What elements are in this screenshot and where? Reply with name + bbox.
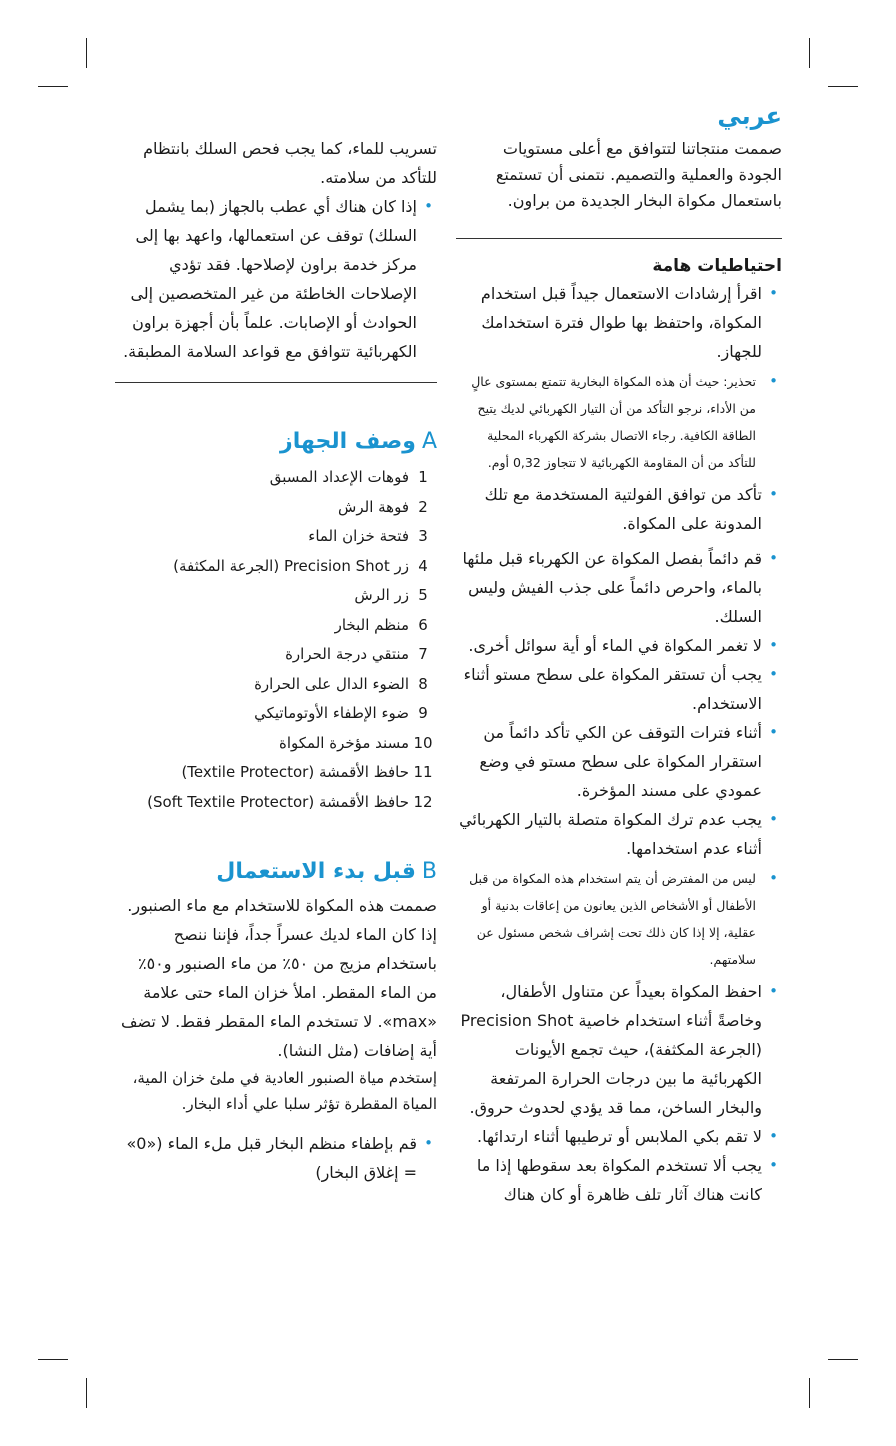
list-item: • لا تقم بكي الملابس أو ترطيبها أثناء ارتدائها. xyxy=(456,1122,782,1151)
list-item: • لا تغمر المكواة في الماء أو أية سوائل أخرى. xyxy=(456,631,782,660)
precautions-list xyxy=(456,279,782,1209)
crop-mark-bottom-right-v xyxy=(809,1378,810,1408)
list-item: 10مسند مؤخرة المكواة xyxy=(278,733,433,752)
list-item: • تأكد من توافق الفولتية المستخدمة مع تلك المدونة على المكواة. xyxy=(456,480,782,538)
list-item: • أثناء فترات التوقف عن الكي تأكد دائماً من استقرار المكواة على سطح مستو في وضع عمودي على مسند المؤخرة. xyxy=(456,718,782,805)
continuation-text: تسريب للماء، كما يجب فحص السلك بانتظام للتأكد من سلامته. xyxy=(143,139,437,187)
list-item: • قم دائماً بفصل المكواة عن الكهرباء قبل ملئها بالماء، واحرص دائماً على جذب الفيش وليس السلك. xyxy=(456,544,782,631)
list-item: 9ضوء الإطفاء الأوتوماتيكي xyxy=(254,704,428,722)
divider xyxy=(115,382,437,383)
list-item: • تحذير: حيث أن هذه المكواة البخارية تتمتع بمستوى عالٍ من الأداء، نرجو التأكد من أن التيار الكهربائي لديك يتيح الطاقة الكافية. رجاء الاتصال بشركة الكهرباء المحلية للتأكد من أن المقاومة الكهربائية لا تتجاوز 0,32 أوم. xyxy=(456,368,782,476)
list-item: 11حافظ الأقمشة (Textile Protector) xyxy=(181,763,433,781)
list-item: 1فوهات الإعداد المسبق xyxy=(269,468,428,486)
list-item: • يجب أن تستقر المكواة على سطح مستو أثناء الاستخدام. xyxy=(456,660,782,718)
list-item: 8الضوء الدال على الحرارة xyxy=(254,674,428,693)
crop-mark-top-left-v xyxy=(86,38,87,68)
section-b-body: صممت هذه المكواة للاستخدام مع ماء الصنبور. إذا كان الماء لديك عسراً جداً، فإننا ننصح باستخدام مزيج من ٥٠٪ من ماء الصنبور و٥٠٪ من الماء المقطر. املأ خزان الماء حتى علامة «max». لا تستخدم الماء المقطر فقط. لا تضف أية إضافات (مثل النشا). xyxy=(120,896,437,1060)
section-b-title: قبل بدء الاستعمال xyxy=(216,859,416,884)
list-item: • يجب ألا تستخدم المكواة بعد سقوطها إذا ما كانت هناك آثار تلف ظاهرة أو كان هناك xyxy=(456,1151,782,1209)
right-column xyxy=(456,100,782,1209)
list-item: • قم بإطفاء منظم البخار قبل ملء الماء («0» = إغلاق البخار) xyxy=(115,1129,437,1187)
continuation-list xyxy=(115,192,437,366)
list-item: 6منظم البخار xyxy=(334,615,428,634)
precautions-heading: احتياطيات هامة xyxy=(652,256,782,276)
list-item: 3فتحة خزان الماء xyxy=(308,527,428,545)
list-item: • إذا كان هناك أي عطب بالجهاز (بما يشمل السلك) توقف عن استعمالها، واعهد بها إلى مركز خدمة براون لإصلاحها. فقد تؤدي الإصلاحات الخاطئة من غير المتخصصين إلى الحوادث أو الإصابات. علماً بأن أجهزة براون الكهربائية تتوافق مع قواعد السلامة المطبقة. xyxy=(115,192,437,366)
section-b-list xyxy=(115,1129,437,1187)
left-column xyxy=(115,134,437,1187)
list-item: 5زر الرش xyxy=(354,586,428,604)
crop-mark-top-right-v xyxy=(809,38,810,68)
list-item: 2فوهة الرش xyxy=(338,497,428,516)
crop-mark-bottom-left-v xyxy=(86,1378,87,1408)
section-a-title: وصف الجهاز xyxy=(280,429,416,454)
section-a-heading xyxy=(115,427,437,457)
section-a-letter: A xyxy=(421,429,437,454)
list-item: • ليس من المفترض أن يتم استخدام هذه المكواة من قبل الأطفال أو الأشخاص الذين يعانون من إعاقات بدنية أو عقلية، إلا إذا كان ذلك تحت إشراف شخص مسئول عن سلامتهم. xyxy=(456,865,782,973)
section-b-letter: B xyxy=(421,859,437,884)
divider xyxy=(456,238,782,239)
list-item: • اقرأ إرشادات الاستعمال جيداً قبل استخدام المكواة، واحتفظ بها طوال فترة استخدامك للجهاز. xyxy=(456,279,782,366)
crop-mark-top-right-h xyxy=(828,86,858,87)
parts-list xyxy=(115,463,437,817)
list-item: 7منتقي درجة الحرارة xyxy=(285,645,428,663)
list-item: • احفظ المكواة بعيداً عن متناول الأطفال، وخاصةً أثناء استخدام خاصية Precision Shot (الجرعة المكثفة)، حيث تجمع الأيونات الكهربائية ما بين درجات الحرارة المرتفعة والبخار الساخن، مما قد يؤدي لحدوث حروق. xyxy=(456,977,782,1122)
crop-mark-bottom-left-h xyxy=(38,1359,68,1360)
list-item: 4زر Precision Shot (الجرعة المكثفة) xyxy=(173,556,428,575)
list-item: 12حافظ الأقمشة (Soft Textile Protector) xyxy=(147,792,433,811)
crop-mark-top-left-h xyxy=(38,86,68,87)
crop-mark-bottom-right-h xyxy=(828,1359,858,1360)
section-b-note: إستخدم مياة الصنبور العادية في ملئ خزان المية، المياة المقطرة تؤثر سلبا علي أداء البخار. xyxy=(132,1069,437,1113)
list-item: • يجب عدم ترك المكواة متصلة بالتيار الكهربائي أثناء عدم استخدامها. xyxy=(456,805,782,863)
section-b-heading xyxy=(115,857,437,887)
intro-paragraph: صممت منتجاتنا لتتوافق مع أعلى مستويات الجودة والعملية والتصميم. نتمنى أن تستمتع باستعمال مكواة البخار الجديدة من براون. xyxy=(495,139,782,210)
language-heading: عربي xyxy=(717,102,782,130)
